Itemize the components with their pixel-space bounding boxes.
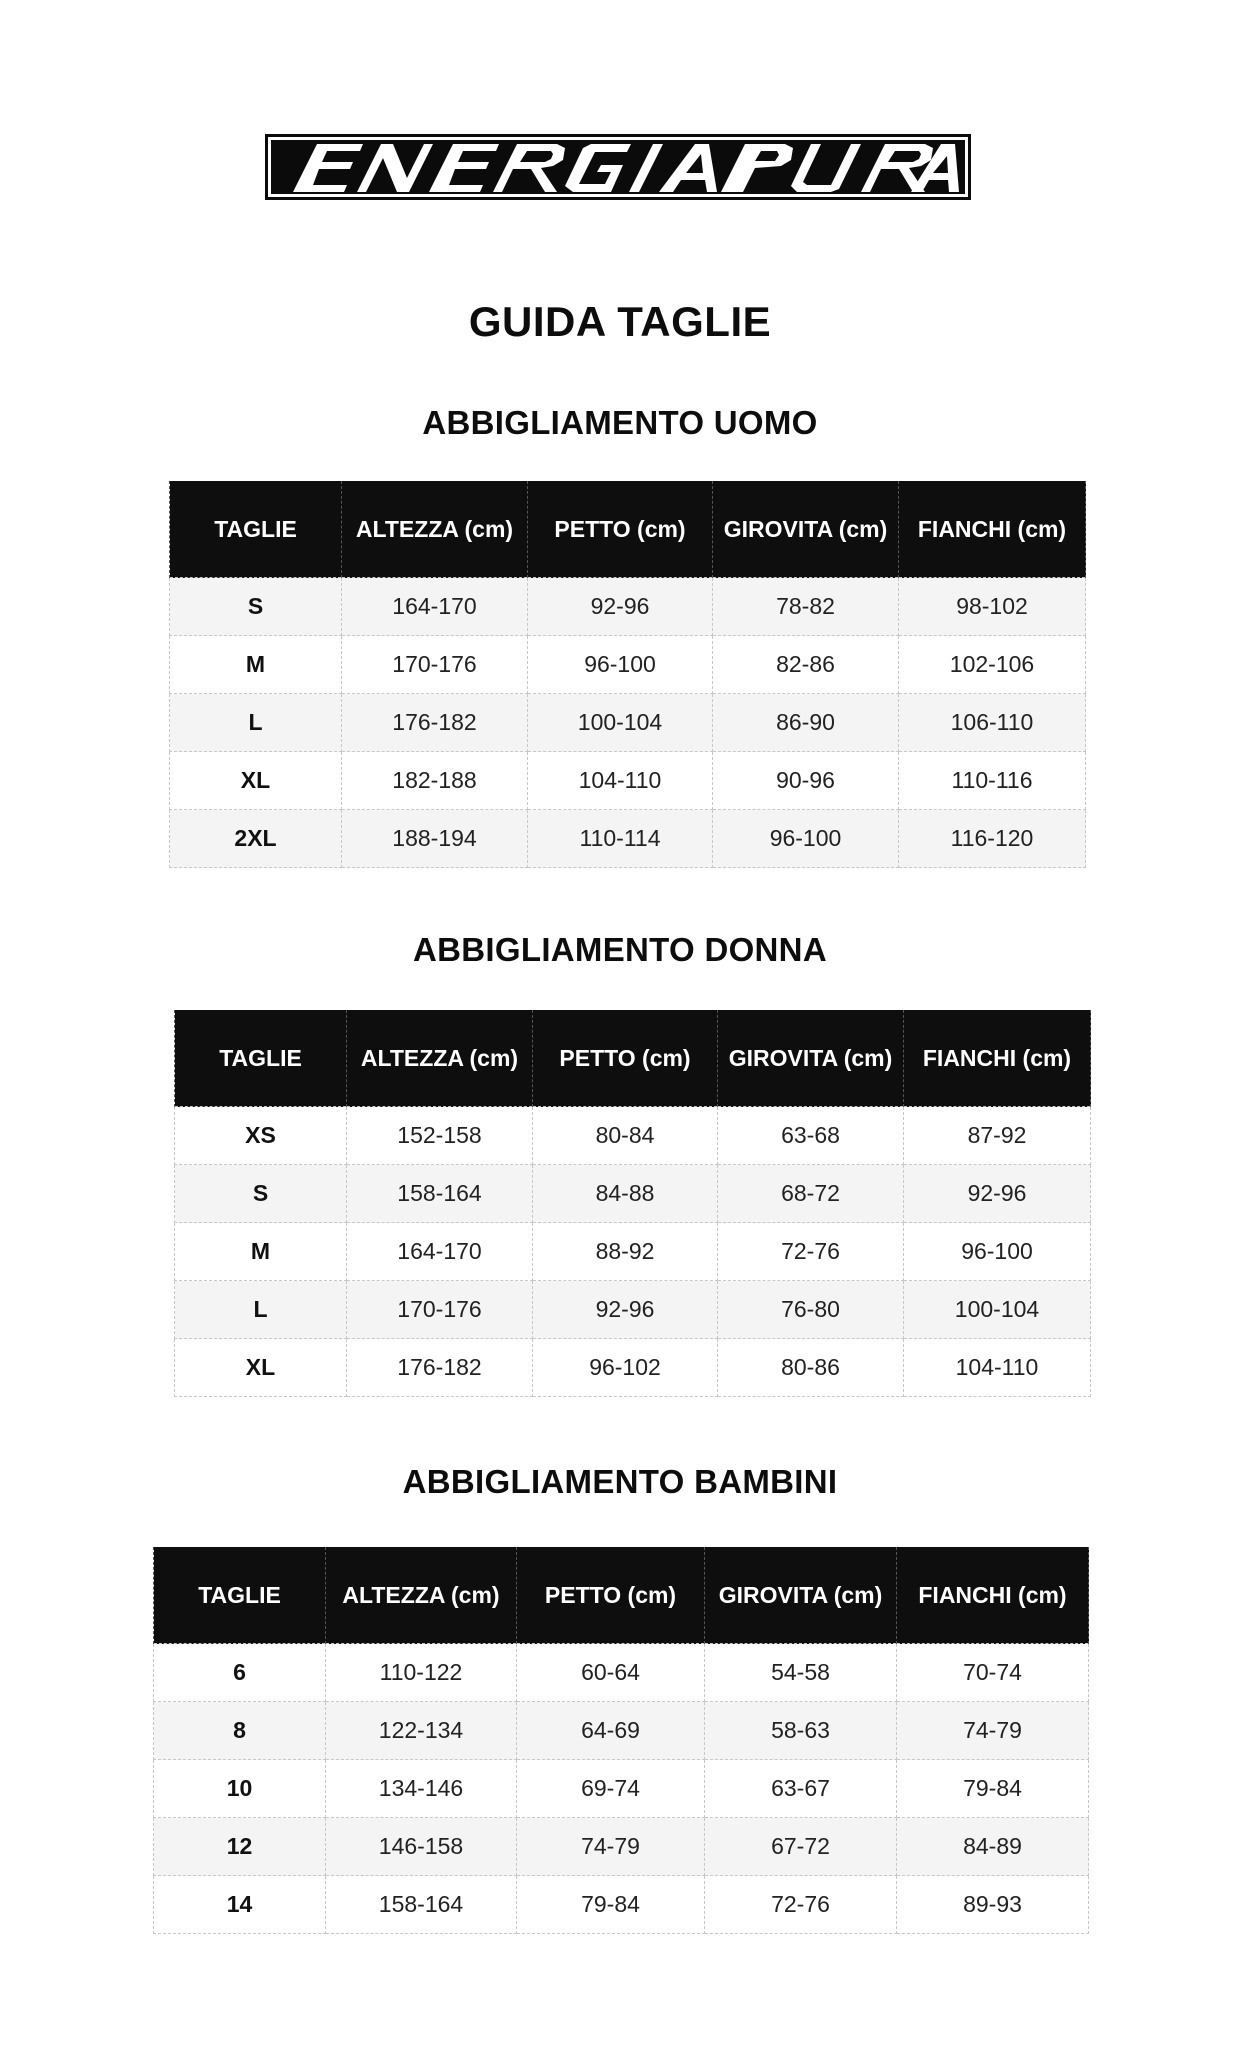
size-cell: 6	[154, 1644, 326, 1702]
girovita-cell: 63-68	[718, 1107, 904, 1165]
table-row	[175, 1223, 1091, 1281]
table-row	[170, 636, 1086, 694]
fianchi-cell: 106-110	[899, 694, 1086, 752]
size-cell: S	[170, 578, 342, 636]
fianchi-cell: 96-100	[904, 1223, 1091, 1281]
fianchi-cell: 92-96	[904, 1165, 1091, 1223]
altezza-cell: 182-188	[342, 752, 528, 810]
header-girovita: GIROVITA (cm)	[705, 1547, 897, 1644]
size-cell: M	[175, 1223, 347, 1281]
section-title-bambini: ABBIGLIAMENTO BAMBINI	[402, 1463, 838, 1500]
altezza-cell: 164-170	[347, 1223, 533, 1281]
girovita-cell: 58-63	[705, 1702, 897, 1760]
size-table-donna	[174, 1010, 1091, 1397]
girovita-cell: 82-86	[713, 636, 899, 694]
table-row	[175, 1339, 1091, 1397]
petto-cell: 104-110	[528, 752, 713, 810]
header-fianchi: FIANCHI (cm)	[897, 1547, 1089, 1644]
header-altezza: ALTEZZA (cm)	[347, 1010, 533, 1107]
girovita-cell: 68-72	[718, 1165, 904, 1223]
size-cell: 14	[154, 1876, 326, 1934]
petto-cell: 74-79	[517, 1818, 705, 1876]
header-petto: PETTO (cm)	[517, 1547, 705, 1644]
altezza-cell: 152-158	[347, 1107, 533, 1165]
header-fianchi: FIANCHI (cm)	[899, 481, 1086, 578]
page-title: GUIDA TAGLIE	[468, 298, 772, 345]
altezza-cell: 170-176	[342, 636, 528, 694]
table-header-row	[170, 481, 1086, 578]
petto-cell: 96-102	[533, 1339, 718, 1397]
table-row	[154, 1702, 1089, 1760]
girovita-cell: 90-96	[713, 752, 899, 810]
girovita-cell: 72-76	[718, 1223, 904, 1281]
table-row	[154, 1644, 1089, 1702]
size-cell: XL	[175, 1339, 347, 1397]
header-girovita: GIROVITA (cm)	[713, 481, 899, 578]
girovita-cell: 67-72	[705, 1818, 897, 1876]
header-altezza: ALTEZZA (cm)	[342, 481, 528, 578]
petto-cell: 100-104	[528, 694, 713, 752]
table-header-row	[154, 1547, 1089, 1644]
size-cell: 8	[154, 1702, 326, 1760]
table-row	[154, 1818, 1089, 1876]
header-taglie: TAGLIE	[170, 481, 342, 578]
brand-logo	[265, 134, 971, 200]
table-row	[175, 1165, 1091, 1223]
fianchi-cell: 84-89	[897, 1818, 1089, 1876]
girovita-cell: 54-58	[705, 1644, 897, 1702]
size-cell: XS	[175, 1107, 347, 1165]
petto-cell: 84-88	[533, 1165, 718, 1223]
table-header-row	[175, 1010, 1091, 1107]
size-table-bambini	[153, 1547, 1089, 1934]
header-petto: PETTO (cm)	[528, 481, 713, 578]
fianchi-cell: 79-84	[897, 1760, 1089, 1818]
altezza-cell: 188-194	[342, 810, 528, 868]
size-cell: XL	[170, 752, 342, 810]
table-row	[170, 578, 1086, 636]
altezza-cell: 170-176	[347, 1281, 533, 1339]
size-cell: M	[170, 636, 342, 694]
table-row	[170, 752, 1086, 810]
header-taglie: TAGLIE	[175, 1010, 347, 1107]
fianchi-cell: 110-116	[899, 752, 1086, 810]
fianchi-cell: 100-104	[904, 1281, 1091, 1339]
table-row	[175, 1107, 1091, 1165]
altezza-cell: 164-170	[342, 578, 528, 636]
size-cell: 10	[154, 1760, 326, 1818]
size-cell: 2XL	[170, 810, 342, 868]
section-title-uomo: ABBIGLIAMENTO UOMO	[422, 404, 818, 441]
altezza-cell: 122-134	[326, 1702, 517, 1760]
header-petto: PETTO (cm)	[533, 1010, 718, 1107]
altezza-cell: 158-164	[326, 1876, 517, 1934]
petto-cell: 88-92	[533, 1223, 718, 1281]
petto-cell: 60-64	[517, 1644, 705, 1702]
size-cell: L	[170, 694, 342, 752]
girovita-cell: 72-76	[705, 1876, 897, 1934]
petto-cell: 92-96	[528, 578, 713, 636]
size-cell: 12	[154, 1818, 326, 1876]
section-title-donna: ABBIGLIAMENTO DONNA	[413, 931, 827, 968]
girovita-cell: 76-80	[718, 1281, 904, 1339]
petto-cell: 64-69	[517, 1702, 705, 1760]
brand-logo-graphic	[265, 134, 971, 200]
girovita-cell: 78-82	[713, 578, 899, 636]
girovita-cell: 80-86	[718, 1339, 904, 1397]
table-row	[170, 694, 1086, 752]
header-fianchi: FIANCHI (cm)	[904, 1010, 1091, 1107]
girovita-cell: 96-100	[713, 810, 899, 868]
petto-cell: 92-96	[533, 1281, 718, 1339]
altezza-cell: 110-122	[326, 1644, 517, 1702]
petto-cell: 80-84	[533, 1107, 718, 1165]
petto-cell: 110-114	[528, 810, 713, 868]
header-taglie: TAGLIE	[154, 1547, 326, 1644]
fianchi-cell: 98-102	[899, 578, 1086, 636]
altezza-cell: 176-182	[342, 694, 528, 752]
petto-cell: 79-84	[517, 1876, 705, 1934]
header-girovita: GIROVITA (cm)	[718, 1010, 904, 1107]
table-row	[170, 810, 1086, 868]
size-cell: S	[175, 1165, 347, 1223]
fianchi-cell: 87-92	[904, 1107, 1091, 1165]
petto-cell: 96-100	[528, 636, 713, 694]
altezza-cell: 146-158	[326, 1818, 517, 1876]
girovita-cell: 63-67	[705, 1760, 897, 1818]
size-table-uomo	[169, 481, 1086, 868]
fianchi-cell: 89-93	[897, 1876, 1089, 1934]
size-cell: L	[175, 1281, 347, 1339]
table-row	[175, 1281, 1091, 1339]
fianchi-cell: 70-74	[897, 1644, 1089, 1702]
altezza-cell: 134-146	[326, 1760, 517, 1818]
girovita-cell: 86-90	[713, 694, 899, 752]
table-row	[154, 1876, 1089, 1934]
altezza-cell: 158-164	[347, 1165, 533, 1223]
table-row	[154, 1760, 1089, 1818]
petto-cell: 69-74	[517, 1760, 705, 1818]
altezza-cell: 176-182	[347, 1339, 533, 1397]
fianchi-cell: 74-79	[897, 1702, 1089, 1760]
fianchi-cell: 116-120	[899, 810, 1086, 868]
fianchi-cell: 104-110	[904, 1339, 1091, 1397]
header-altezza: ALTEZZA (cm)	[326, 1547, 517, 1644]
fianchi-cell: 102-106	[899, 636, 1086, 694]
